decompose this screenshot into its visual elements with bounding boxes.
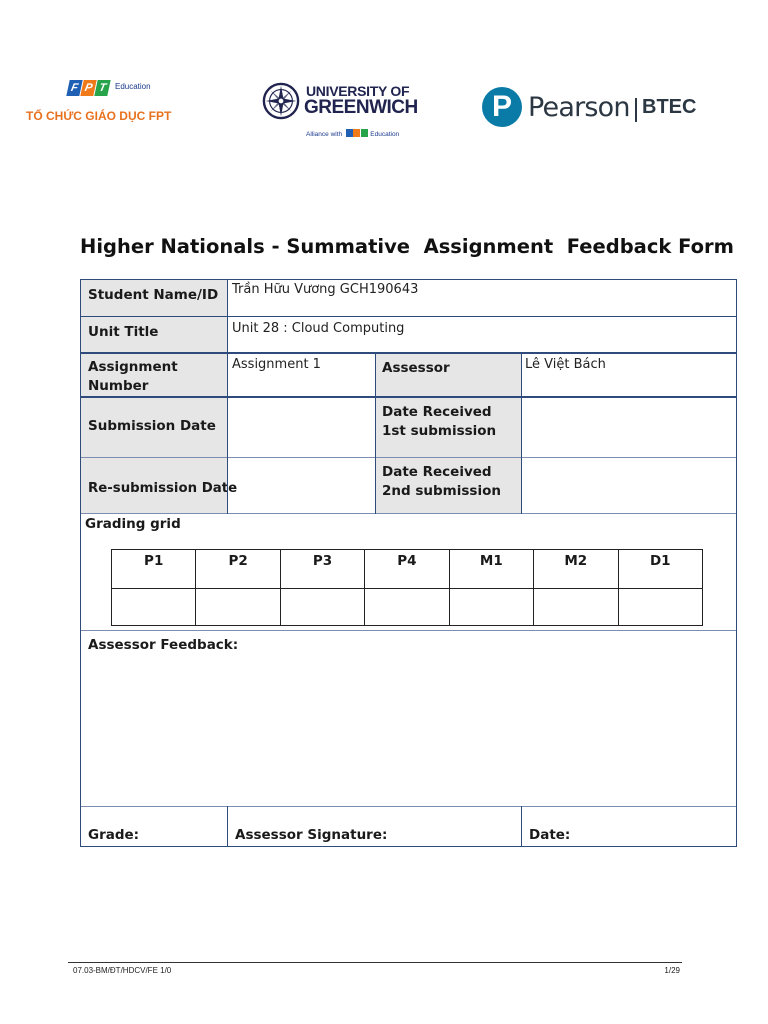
row-divider (81, 352, 736, 354)
grading-grid-table (111, 549, 703, 626)
col-divider (227, 280, 228, 514)
student-name-value: Trần Hữu Vương GCH190643 (232, 282, 419, 297)
grading-grid-label: Grading grid (85, 516, 181, 532)
page-number: 1/29 (664, 966, 680, 975)
grade-cell-m2[interactable] (534, 589, 618, 626)
criterion-d1: D1 (618, 550, 703, 589)
row-divider (81, 806, 736, 807)
grade-cell-p4[interactable] (365, 589, 449, 626)
alliance-text: Alliance with (306, 131, 343, 138)
resubmission-date-value[interactable] (228, 457, 375, 513)
fpt-subtitle: TỔ CHỨC GIÁO DỤC FPT (26, 109, 172, 123)
btec-wordmark: BTEC (642, 96, 697, 118)
grade-cell-p3[interactable] (280, 589, 364, 626)
logo-divider (635, 98, 637, 122)
row-divider (81, 316, 736, 317)
date-received-1st-value[interactable] (521, 397, 736, 457)
assessor-signature-label: Assessor Signature: (235, 827, 388, 843)
criterion-p1: P1 (112, 550, 196, 589)
grade-cell-m1[interactable] (449, 589, 533, 626)
submission-date-label: Submission Date (81, 397, 228, 457)
pearson-wordmark: Pearson (528, 92, 630, 123)
row-divider (81, 630, 736, 631)
criterion-m2: M2 (534, 550, 618, 589)
col-divider (375, 353, 376, 514)
criterion-p3: P3 (280, 550, 364, 589)
assignment-number-label: Assignment Number (81, 353, 228, 397)
criterion-m1: M1 (449, 550, 533, 589)
document-code: 07.03-BM/ĐT/HDCV/FE 1/0 (73, 966, 172, 975)
assignment-number-value: Assignment 1 (232, 357, 321, 372)
fpt-education-text: Education (115, 82, 151, 91)
date-received-2nd-value[interactable] (521, 457, 736, 513)
row-divider (81, 457, 736, 458)
compass-crest-icon (262, 82, 300, 120)
assessor-feedback-value[interactable] (85, 658, 730, 803)
unit-title-value: Unit 28 : Cloud Computing (232, 321, 405, 336)
date-received-1st-label: Date Received 1st submission (375, 397, 521, 457)
fpt-mini-tile-icon (346, 129, 353, 137)
form-title: Higher Nationals - Summative Assignment Feedback Form (80, 235, 734, 258)
fpt-mini-tile-icon (361, 129, 368, 137)
fpt-letter-f: F (66, 80, 82, 96)
grading-criteria-row (112, 550, 703, 589)
fpt-education-logo (24, 78, 199, 128)
resubmission-date-label: Re-submission Date (81, 457, 228, 513)
fpt-mark (68, 80, 110, 96)
greenwich-alliance (306, 129, 399, 138)
fpt-letter-t: T (94, 80, 110, 96)
alliance-edu-text: Education (370, 131, 400, 138)
assessor-label: Assessor (375, 353, 521, 397)
fpt-letter-p: P (80, 80, 96, 96)
student-name-label: Student Name/ID (81, 280, 228, 317)
greenwich-line2: GREENWICH (304, 97, 418, 118)
criterion-p2: P2 (196, 550, 280, 589)
footer-rule (68, 962, 682, 963)
grade-cell-p2[interactable] (196, 589, 280, 626)
feedback-form-table (80, 279, 737, 847)
submission-date-value[interactable] (228, 397, 375, 457)
col-divider (521, 353, 522, 514)
assessor-value: Lê Việt Bách (525, 357, 606, 372)
date-label: Date: (529, 827, 571, 843)
grade-cell-p1[interactable] (112, 589, 196, 626)
grade-label: Grade: (88, 827, 140, 843)
row-divider (81, 396, 736, 398)
unit-title-label: Unit Title (81, 317, 228, 353)
date-received-2nd-label: Date Received 2nd submission (375, 457, 521, 513)
assessor-feedback-label: Assessor Feedback: (88, 637, 239, 653)
pearson-btec-logo (480, 86, 710, 136)
grade-cell-d1[interactable] (618, 589, 703, 626)
col-divider (227, 806, 228, 846)
criterion-p4: P4 (365, 550, 449, 589)
row-divider (81, 513, 736, 514)
pearson-p-icon: P (482, 87, 522, 127)
greenwich-line1: UNIVERSITY OF (306, 83, 410, 99)
grading-values-row (112, 589, 703, 626)
col-divider (521, 806, 522, 846)
fpt-mini-tile-icon (353, 129, 360, 137)
greenwich-logo (262, 80, 418, 142)
